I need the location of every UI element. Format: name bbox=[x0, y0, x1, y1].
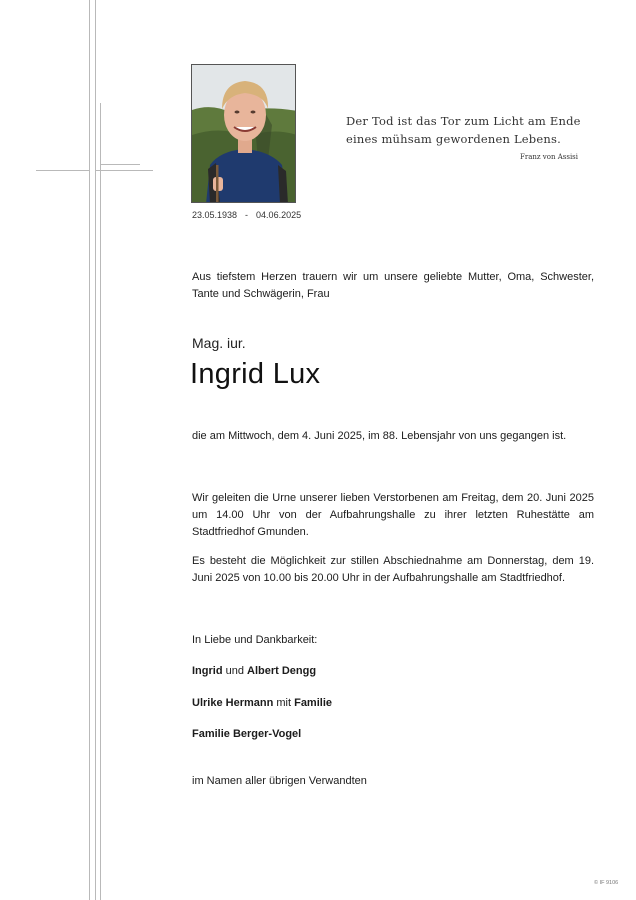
academic-title: Mag. iur. bbox=[192, 335, 246, 351]
quote-line-2: eines mühsam gewordenen Lebens. bbox=[346, 132, 561, 146]
date-separator: - bbox=[245, 210, 249, 220]
mourner-entry: Familie Berger-Vogel bbox=[192, 728, 302, 740]
portrait-photo bbox=[191, 64, 296, 203]
print-code: © IF 9106 bbox=[594, 880, 619, 886]
birth-date: 23.05.1938 bbox=[192, 210, 238, 220]
death-date: 04.06.2025 bbox=[256, 210, 302, 220]
life-dates bbox=[192, 210, 301, 220]
farewell-text: Es besteht die Möglichkeit zur stillen Abschiednahme am Donnerstag, dem 19. Juni 2025 von 10.00 bis 20.00 Uhr in der Aufbahrungshalle am Stadtfriedhof. bbox=[192, 555, 594, 584]
quote-author: Franz von Assisi bbox=[520, 153, 579, 161]
deceased-name: Ingrid Lux bbox=[190, 358, 321, 390]
mourner-entry: Ingrid und Albert Dengg bbox=[192, 665, 317, 677]
intro-text: Aus tiefstem Herzen trauern wir um unsere geliebte Mutter, Oma, Schwester, Tante und Schwägerin, Frau bbox=[192, 271, 594, 300]
love-and-thanks: In Liebe und Dankbarkeit: bbox=[192, 634, 318, 646]
closing-text: im Namen aller übrigen Verwandten bbox=[192, 775, 367, 787]
memorial-quote bbox=[346, 112, 598, 148]
passing-text: die am Mittwoch, dem 4. Juni 2025, im 88. Lebensjahr von uns gegangen ist. bbox=[192, 430, 567, 442]
funeral-text: Wir geleiten die Urne unserer lieben Verstorbenen am Freitag, dem 20. Juni 2025 um 14.00 Uhr von der Aufbahrungshalle zu ihrer letzten Ruhestätte am Stadtfriedhof Gmunden. bbox=[192, 492, 594, 538]
mourner-entry: Ulrike Hermann mit Familie bbox=[192, 697, 332, 709]
quote-line-1: Der Tod ist das Tor zum Licht am Ende bbox=[346, 114, 581, 128]
